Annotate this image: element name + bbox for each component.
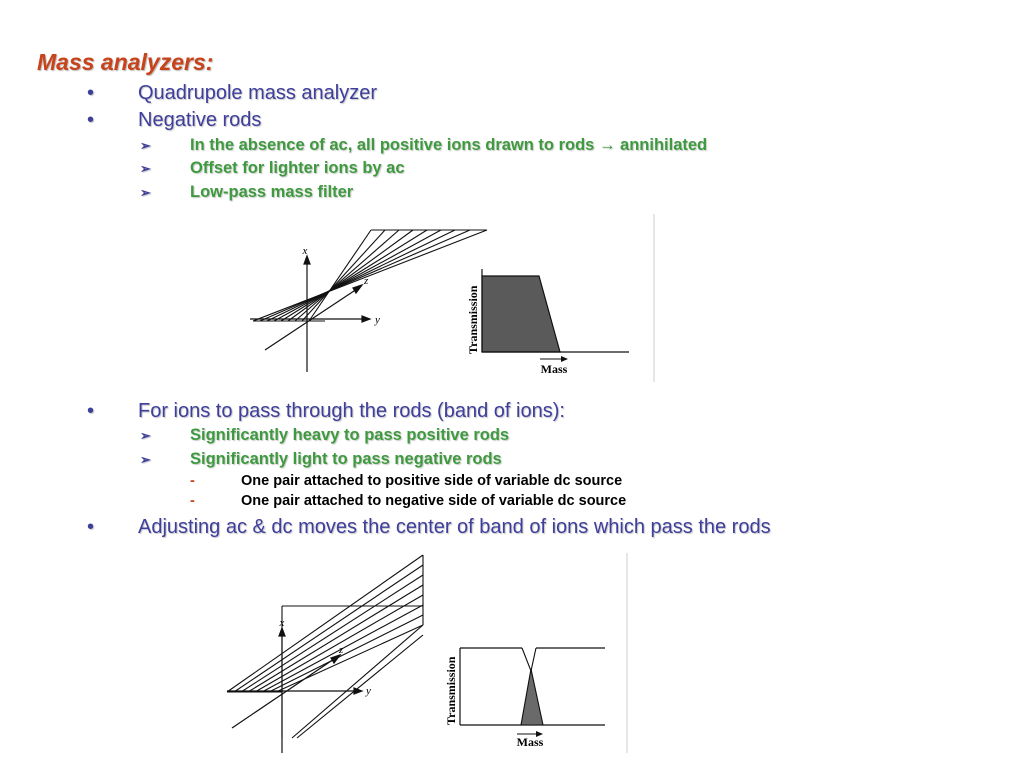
sub-text: Significantly light to pass negative rods: [190, 450, 502, 468]
z-axis-label: z: [364, 275, 369, 287]
transmission-region: [482, 276, 560, 352]
bullet-text: Negative rods: [138, 109, 262, 131]
sub-heavy: [140, 426, 510, 445]
bullet-adjusting: [87, 516, 771, 539]
axes: [250, 256, 370, 372]
dash-marker: -: [190, 473, 195, 489]
subsub-negative: [190, 493, 627, 509]
bullet-text: Adjusting ac & dc moves the center of band of ions which pass the rods: [138, 516, 771, 538]
sub-text: Low-pass mass filter: [190, 183, 354, 201]
bullet-quadrupole: [87, 82, 378, 105]
sub-text-end: annihilated: [620, 136, 708, 154]
x-axis-label: x: [279, 617, 285, 629]
transmission-label: Transmission: [466, 285, 480, 354]
bullet-negative-rods: [87, 109, 262, 132]
transmission-label: Transmission: [444, 656, 458, 725]
transmission-plot: [482, 269, 629, 352]
sub-offset-lighter: [140, 159, 405, 178]
subsub-positive: [190, 473, 623, 489]
plane-line: [253, 230, 487, 321]
sub-low-pass: [140, 183, 354, 202]
bullet-marker: •: [87, 82, 95, 104]
bullet-marker: •: [87, 109, 95, 131]
y-axis-label: y: [366, 685, 371, 697]
subsub-text: One pair attached to positive side of variable dc source: [241, 473, 623, 489]
sub-text: In the absence of ac, all positive ions drawn to rods: [190, 136, 595, 154]
mass-label: Mass: [516, 735, 544, 749]
arrow-marker: ➢: [140, 428, 151, 443]
arrow-marker: ➢: [140, 185, 151, 200]
sub-light: [140, 450, 502, 469]
dash-marker: -: [190, 493, 195, 509]
arrow-marker: ➢: [140, 452, 151, 467]
bullet-text: For ions to pass through the rods (band of ions):: [138, 400, 565, 422]
arrow-marker: ➢: [140, 138, 151, 153]
bullet-ions-pass: [87, 400, 565, 423]
sub-text: Offset for lighter ions by ac: [190, 159, 405, 177]
arrow-marker: ➢: [140, 161, 151, 176]
subsub-text: One pair attached to negative side of variable dc source: [241, 493, 627, 509]
rod-planes: [253, 230, 487, 321]
sub-text: Significantly heavy to pass positive rods: [190, 426, 510, 444]
z-axis-label: z: [339, 644, 344, 656]
slide-title: Mass analyzers:: [37, 49, 214, 75]
bullet-marker: •: [87, 400, 95, 422]
bullet-marker: •: [87, 516, 95, 538]
mass-label: Mass: [540, 362, 568, 376]
transmission-plot: [460, 648, 605, 725]
transmission-band: [521, 669, 543, 725]
right-arrow-icon: →: [598, 136, 616, 154]
figure-low-pass-svg: [245, 214, 657, 382]
sub-absence-of-ac: [140, 136, 708, 155]
rod-planes: [227, 555, 423, 738]
figure-band-pass-svg: [222, 553, 630, 753]
y-axis-label: y: [375, 314, 380, 326]
x-axis-label: x: [302, 245, 308, 257]
figure-low-pass: [245, 214, 657, 382]
bullet-text: Quadrupole mass analyzer: [138, 82, 378, 104]
figure-band-pass: [222, 553, 630, 753]
